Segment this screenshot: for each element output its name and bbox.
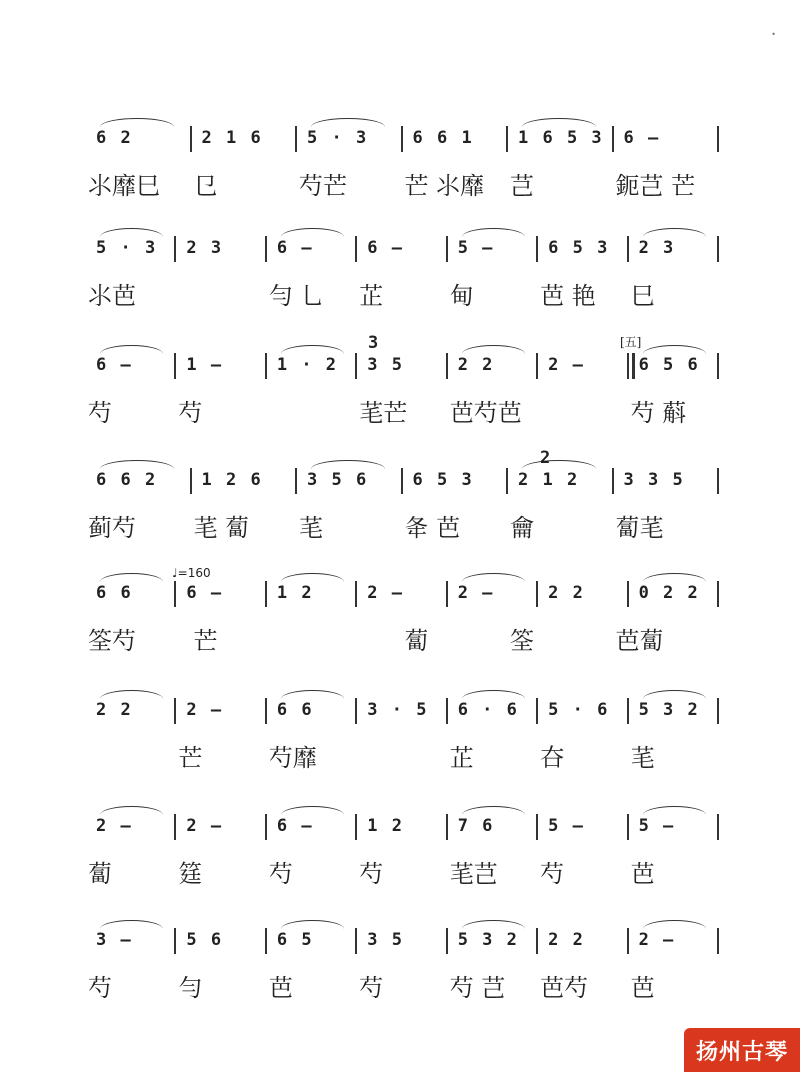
bar-line (265, 814, 267, 840)
measure-notes: 2 1 2 (518, 470, 580, 490)
bar-line (717, 236, 719, 262)
bar-line (627, 814, 629, 840)
slur (100, 345, 163, 354)
measure-notes: 2 — (96, 816, 133, 836)
measure-notes: 3 5 (367, 930, 404, 950)
tablature-character: 勻 乚 (268, 282, 325, 310)
slur (522, 118, 596, 127)
slur (643, 920, 706, 929)
tablature-line (0, 854, 800, 898)
bar-line (717, 126, 719, 152)
tablature-character: 勻 (178, 974, 203, 1002)
tablature-character: 蔔 (88, 860, 112, 888)
measure-notes: 6 — (276, 816, 314, 836)
tablature-character: 芷 (359, 282, 384, 310)
bar-line (627, 581, 629, 607)
corner-mark: • (771, 30, 776, 39)
tablature-character: 鈪芑 芒 (615, 172, 696, 200)
tablature-character: 芒 (193, 627, 218, 655)
tablature-character: 芼 (630, 744, 655, 772)
measure-notes: 2 2 (548, 930, 585, 950)
bar-line (446, 581, 448, 607)
slur (643, 573, 706, 582)
bar-line (717, 814, 719, 840)
bar-line (506, 468, 508, 494)
measure-notes: 3 3 5 (623, 470, 685, 490)
measure-notes: 2 1 6 (201, 128, 263, 148)
bar-line (446, 814, 448, 840)
tablature-line (0, 738, 800, 782)
bar-line (536, 581, 538, 607)
slur (462, 345, 525, 354)
tablature-character: 蔔芼 (615, 514, 664, 542)
slur (462, 920, 525, 929)
bar-line (355, 581, 357, 607)
slur (100, 460, 174, 469)
measure-notes: 1 — (186, 355, 224, 375)
slur (462, 690, 525, 699)
slur (462, 573, 525, 582)
bar-line (627, 698, 629, 724)
slur (311, 460, 385, 469)
bar-line (612, 468, 614, 494)
tablature-character: 芼 蔔 (193, 514, 250, 542)
notation-line (0, 700, 800, 740)
bar-line (355, 236, 357, 262)
tablature-character: 㔾 (193, 172, 218, 200)
bar-line (265, 581, 267, 607)
tablature-character: 芍 芑 (449, 974, 506, 1002)
notation-line (0, 448, 800, 510)
tablature-line (0, 393, 800, 437)
measure-notes: 5 3 2 (457, 930, 519, 950)
slur (100, 573, 163, 582)
bar-line (536, 698, 538, 724)
tablature-line (0, 968, 800, 1012)
yangzhou-guqin-logo (684, 1028, 800, 1072)
slur (462, 806, 525, 815)
measure-notes: 3 — (96, 930, 133, 950)
bar-line (446, 698, 448, 724)
tablature-character: 芭芍芭 (449, 399, 522, 427)
notation-line (0, 816, 800, 856)
tablature-character: 巳 (630, 282, 655, 310)
measure-notes: 2 — (367, 583, 404, 603)
bar-line (295, 468, 297, 494)
tablature-character: 筳 (178, 860, 203, 888)
tablature-character: 芭 (630, 860, 655, 888)
tablature-character: 筌 (510, 627, 534, 655)
slur (100, 690, 163, 699)
tablature-character: 甸 (449, 282, 474, 310)
slur (281, 920, 344, 929)
bar-line (627, 236, 629, 262)
tablature-character: 芍靡 (268, 744, 317, 772)
slur (311, 118, 385, 127)
tablature-line (0, 166, 800, 210)
measure-notes: 6 — (96, 355, 133, 375)
tablature-character: ⺢芭 (88, 282, 136, 310)
tablature-character: ⺢靡巳 (88, 172, 160, 200)
measure-notes: 5 — (548, 816, 585, 836)
bar-line (174, 698, 176, 724)
measure-notes: 3 5 6 (307, 470, 369, 490)
bar-line (265, 236, 267, 262)
bar-line (401, 126, 403, 152)
bar-line (536, 353, 538, 379)
slur (462, 228, 525, 237)
measure-notes: 2 — (186, 816, 224, 836)
measure-notes: 2 — (457, 583, 495, 603)
upper-note: 3 (368, 333, 381, 353)
measure-notes: 0 2 2 (638, 583, 700, 603)
measure-notes: 2 2 (548, 583, 585, 603)
measure-notes: 5 — (457, 238, 495, 258)
measure-notes: 6 2 (96, 128, 133, 148)
bar-line (355, 928, 357, 954)
tablature-character: 蓟芍 (88, 514, 136, 542)
tablature-character: 芒 (178, 744, 203, 772)
measure-notes: 1 · 2 (276, 355, 339, 375)
slur (643, 690, 706, 699)
measure-notes: 6 — (186, 583, 224, 603)
tablature-character: 芒 ⺢靡 (404, 172, 485, 200)
notation-line (0, 930, 800, 970)
section-marker: [五] (620, 335, 642, 349)
measure-notes: 2 — (638, 930, 676, 950)
measure-notes: 6 · 6 (457, 700, 519, 720)
measure-notes: 5 6 (186, 930, 224, 950)
notation-line (0, 333, 800, 395)
bar-line (717, 468, 719, 494)
measure-notes: 1 6 5 3 (518, 128, 604, 148)
bar-line (355, 353, 357, 379)
tablature-character: 芍 (268, 860, 293, 888)
tablature-character: 芑 (510, 172, 534, 200)
slur (281, 806, 344, 815)
slur (281, 228, 344, 237)
tablature-character: 芍 (359, 860, 384, 888)
bar-line (401, 468, 403, 494)
measure-notes: 3 5 (367, 355, 404, 375)
slur (100, 806, 163, 815)
tablature-character: 芍 (88, 974, 112, 1002)
bar-line (355, 698, 357, 724)
bar-line (627, 928, 629, 954)
bar-line (717, 353, 719, 379)
measure-notes: 2 3 (638, 238, 676, 258)
measure-notes: 2 — (548, 355, 585, 375)
tablature-character: 芭 艳 (540, 282, 596, 310)
measure-notes: 2 — (186, 700, 224, 720)
measure-notes: 6 6 1 (412, 128, 474, 148)
measure-notes: 6 — (623, 128, 661, 148)
measure-notes: 6 5 (276, 930, 314, 950)
measure-notes: 6 — (367, 238, 404, 258)
bar-line (174, 928, 176, 954)
tablature-character: 芷 (449, 744, 474, 772)
measure-notes: 6 6 (96, 583, 133, 603)
notation-line (0, 583, 800, 623)
measure-notes: 5 · 3 (307, 128, 369, 148)
bar-line (190, 468, 192, 494)
bar-line (446, 928, 448, 954)
slur (522, 460, 596, 469)
bar-line (190, 126, 192, 152)
bar-line (174, 236, 176, 262)
measure-notes: 5 · 6 (548, 700, 610, 720)
tablature-character: 芭芍 (540, 974, 589, 1002)
tablature-character: 芍 (359, 974, 384, 1002)
tablature-character: 芭蔔 (615, 627, 664, 655)
tablature-character: 龠 (510, 514, 534, 542)
measure-notes: 2 2 (457, 355, 495, 375)
measure-notes: 6 6 2 (96, 470, 158, 490)
bar-line (627, 353, 635, 379)
slur (281, 345, 344, 354)
bar-line (265, 928, 267, 954)
slur (643, 228, 706, 237)
bar-line (506, 126, 508, 152)
measure-notes: 3 · 5 (367, 700, 429, 720)
measure-notes: 5 3 2 (638, 700, 700, 720)
tablature-character: 芭 (268, 974, 293, 1002)
measure-notes: 6 5 3 (412, 470, 474, 490)
slur (281, 690, 344, 699)
tablature-character: 蔔 (404, 627, 429, 655)
measure-notes: 7 6 (457, 816, 495, 836)
slur (100, 920, 163, 929)
tablature-line (0, 508, 800, 552)
tablature-character: 芍 (88, 399, 112, 427)
tablature-character: 芍 蔛 (630, 399, 687, 427)
tablature-character: 芼 (299, 514, 323, 542)
measure-notes: 5 · 3 (96, 238, 158, 258)
slur (100, 228, 163, 237)
tablature-character: 芭 (630, 974, 655, 1002)
bar-line (717, 698, 719, 724)
bar-line (536, 814, 538, 840)
bar-line (295, 126, 297, 152)
measure-notes: 1 2 6 (201, 470, 263, 490)
measure-notes: 2 2 (96, 700, 133, 720)
measure-notes: 6 — (276, 238, 314, 258)
tablature-character: 芍芒 (299, 172, 347, 200)
measure-notes: 5 — (638, 816, 676, 836)
bar-line (265, 353, 267, 379)
tablature-line (0, 621, 800, 665)
bar-line (612, 126, 614, 152)
bar-line (536, 236, 538, 262)
tablature-character: 芍 (178, 399, 203, 427)
upper-note: 2 (540, 448, 553, 468)
tablature-character: 夅 芭 (404, 514, 461, 542)
measure-notes: 1 2 (367, 816, 404, 836)
bar-line (265, 698, 267, 724)
tempo-marking: ♩=160 (172, 566, 211, 580)
slur (100, 118, 174, 127)
notation-line (0, 128, 800, 168)
tablature-character: 芼芑 (449, 860, 498, 888)
tablature-character: 夻 (540, 744, 565, 772)
bar-line (446, 236, 448, 262)
bar-line (355, 814, 357, 840)
bar-line (174, 581, 176, 607)
bar-line (446, 353, 448, 379)
notation-line (0, 238, 800, 278)
bar-line (174, 814, 176, 840)
measure-notes: 6 6 (276, 700, 314, 720)
tablature-character: 芼芒 (359, 399, 408, 427)
measure-notes: 1 2 (276, 583, 314, 603)
tablature-character: 筌芍 (88, 627, 136, 655)
measure-notes: 6 5 3 (548, 238, 610, 258)
bar-line (717, 581, 719, 607)
bar-line (536, 928, 538, 954)
slur (643, 806, 706, 815)
bar-line (717, 928, 719, 954)
tablature-line (0, 276, 800, 320)
measure-notes: 2 3 (186, 238, 224, 258)
slur (643, 345, 706, 354)
logo-text: 扬州古琴 (695, 1039, 788, 1065)
bar-line (174, 353, 176, 379)
measure-notes: 6 5 6 (638, 355, 700, 375)
tablature-character: 芍 (540, 860, 565, 888)
slur (281, 573, 344, 582)
